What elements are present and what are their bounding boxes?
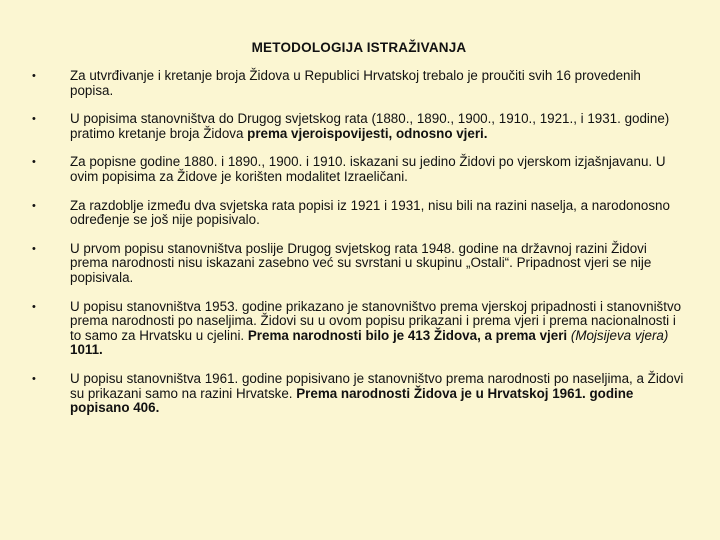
list-item (32, 112, 686, 141)
list-item (32, 199, 686, 228)
item-text: Za utvrđivanje i kretanje broja Židova u Republici Hrvatskoj trebalo je proučiti svih 16 provedenih popisa. (70, 68, 641, 98)
item-text: U prvom popisu stanovništva poslije Drugog svjetskog rata 1948. godine na državnoj razini Židovi prema narodnosti nisu iskazani zasebno već su svrstani u skupinu „Ostali“. Pripadnost vjeri se nije popisivala. (70, 240, 652, 285)
list-item (32, 300, 686, 358)
item-text: Za razdoblje između dva svjetska rata popisi iz 1921 i 1931, nisu bili na razini naselja, a narodonosno određenje se još nije popisivalo. (70, 197, 670, 228)
item-text: U popisu stanovništva 1961. godine popisivano je stanovništvo prema narodnosti po naseljima, a Židovi su prikazani samo na razini Hrvatske. (70, 370, 684, 401)
bullet-icon: • (32, 372, 36, 385)
page-title: METODOLOGIJA ISTRAŽIVANJA (251, 40, 467, 55)
item-italic-text: (Mojsijeva vjera) (570, 327, 669, 343)
item-bold-text: Prema narodnosti bilo je 413 Židova, a prema vjeri (247, 327, 571, 343)
item-text: U popisu stanovništva 1953. godine prikazano je stanovništvo prema vjerskoj pripadnosti i stanovništvo prema narodnosti po naseljima. Židovi su u ovom popisu prikazani i prema vjeri i prema nacionalnosti i to samo za Hrvatsku u cjelini. (70, 298, 682, 343)
list-item (32, 155, 686, 184)
bullet-icon: • (32, 156, 36, 169)
bullet-icon: • (32, 113, 36, 126)
list-item (32, 242, 686, 286)
item-text: Za popisne godine 1880. i 1890., 1900. i 1910. iskazani su jedino Židovi po vjerskom izjašnjavanu. U ovim popisima za Židove je korišten modalitet Izraeličani. (70, 154, 666, 184)
bullet-icon: • (32, 199, 36, 212)
item-text: U popisima stanovništva do Drugog svjetskog rata (1880., 1890., 1900., 1910., 1921., i 1931. godine) pratimo kretanje broja Židova (70, 111, 670, 141)
item-bold-text: prema vjeroispovijesti, odnosno vjeri. (247, 125, 488, 141)
bullet-icon: • (32, 300, 36, 313)
bullet-list (32, 69, 686, 416)
list-item (32, 69, 686, 98)
bullet-icon: • (32, 242, 36, 255)
item-bold-end-text: 1011. (70, 342, 103, 358)
item-bold-text: Prema narodnosti Židova je u Hrvatskoj 1961. godine popisano 406. (70, 385, 634, 416)
list-item (32, 372, 686, 416)
bullet-icon: • (32, 70, 36, 82)
